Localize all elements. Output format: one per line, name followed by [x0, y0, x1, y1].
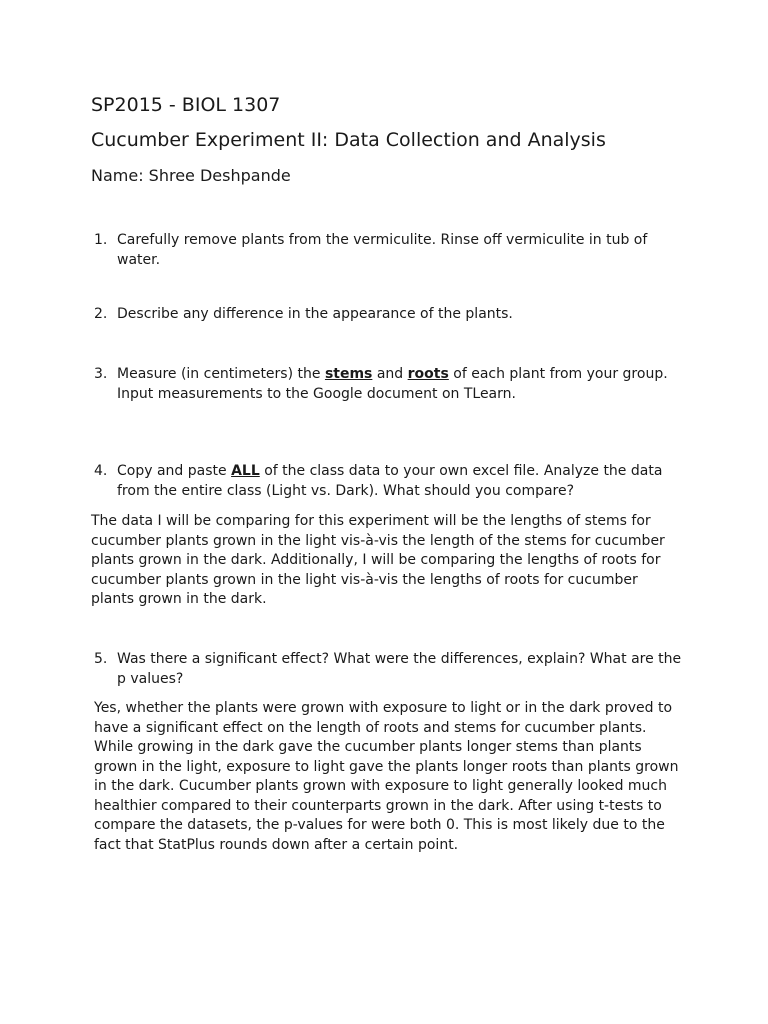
- question-number: 1.: [94, 232, 108, 248]
- question-text-part: of each plant from your group. Input measurements to the Google document on TLearn.: [117, 366, 668, 402]
- question-2: [94, 305, 684, 325]
- emphasis-all: ALL: [231, 463, 260, 479]
- emphasis-roots: roots: [407, 366, 449, 382]
- answer-5: Yes, whether the plants were grown with exposure to light or in the dark proved to have a significant effect on the length of roots and stems for cucumber plants. While growing in the dark gave the cucumber plants longer stems than plants grown in the light, exposure to light gave the plants longer roots than plants grown in the dark. Cucumber plants grown with exposure to light generally looked much healthier compared to their counterparts grown in the dark. After using t-tests to compare the datasets, the p-values for were both 0. This is most likely due to the fact that StatPlus rounds down after a certain point.: [94, 700, 679, 853]
- question-1: [94, 231, 684, 270]
- student-name: Name: Shree Deshpande: [91, 166, 291, 185]
- question-3: [94, 365, 684, 404]
- question-text: Describe any difference in the appearance of the plants.: [117, 306, 513, 322]
- question-text-part: Copy and paste: [117, 463, 232, 479]
- question-text-part: Measure (in centimeters) the: [117, 366, 325, 382]
- answer-4: The data I will be comparing for this experiment will be the lengths of stems for cucumber plants grown in the light vis-à-vis the length of the stems for cucumber plants grown in the dark. Additionally, I will be comparing the lengths of roots for cucumber plants grown in the light vis-à-vis the lengths of roots for cucumber plants grown in the dark.: [91, 513, 665, 607]
- emphasis-stems: stems: [324, 366, 373, 382]
- question-number: 2.: [94, 306, 108, 322]
- question-text: [117, 462, 684, 501]
- question-text: [117, 365, 684, 404]
- question-text: Was there a significant effect? What were the differences, explain? What are the p values?: [117, 651, 682, 687]
- question-number: 5.: [94, 651, 108, 667]
- question-4: [94, 462, 684, 501]
- question-number: 4.: [94, 463, 108, 479]
- course-heading: SP2015 - BIOL 1307: [91, 94, 281, 116]
- document-title: Cucumber Experiment II: Data Collection and Analysis: [91, 129, 606, 151]
- question-number: 3.: [94, 366, 108, 382]
- question-5: [94, 650, 684, 689]
- question-text: Carefully remove plants from the vermiculite. Rinse off vermiculite in tub of water.: [117, 232, 648, 268]
- question-text-part: and: [372, 366, 408, 382]
- question-text-part: of the class data to your own excel file. Analyze the data from the entire class (Light vs. Dark). What should you compare?: [117, 463, 663, 499]
